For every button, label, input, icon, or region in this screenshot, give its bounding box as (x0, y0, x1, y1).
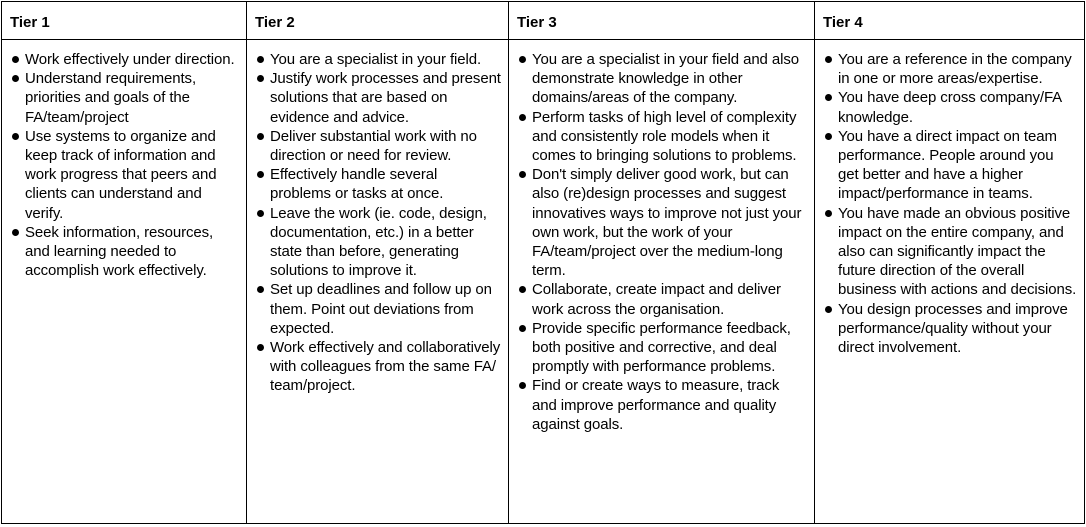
list-item: Set up deadlines and follow up on them. Point out deviations from expected. (255, 280, 502, 338)
tier-3-cell (509, 40, 815, 524)
list-item: You have made an obvious positive impact on the entire company, and also can significantly impact the future direction of the overall business with actions and decisions. (823, 204, 1078, 300)
list-item: Justify work processes and present solutions that are based on evidence and advice. (255, 69, 502, 127)
list-item: Find or create ways to measure, track and improve performance and quality against goals. (517, 376, 808, 434)
tier-table (1, 1, 1085, 524)
list-item: Work effectively under direction. (10, 50, 240, 69)
list-item: You are a specialist in your field and also demonstrate knowledge in other domains/areas of the company. (517, 50, 808, 108)
list-item: You have deep cross company/FA knowledge. (823, 88, 1078, 126)
list-item: Don't simply deliver good work, but can also (re)design processes and suggest innovatives ways to improve not just your own work, but the work of your FA/team/project over the medium-long term. (517, 165, 808, 280)
list-item: Work effectively and collaboratively with colleagues from the same FA/ team/project. (255, 338, 502, 396)
tier-1-list (10, 50, 240, 280)
tier-2-cell (247, 40, 509, 524)
list-item: You are a reference in the company in one or more areas/expertise. (823, 50, 1078, 88)
tier-3-list (517, 50, 808, 434)
list-item: Provide specific performance feedback, both positive and corrective, and deal promptly with performance problems. (517, 319, 808, 377)
tier-1-cell (2, 40, 247, 524)
list-item: You are a specialist in your field. (255, 50, 502, 69)
tier-1-header: Tier 1 (2, 2, 247, 40)
list-item: Use systems to organize and keep track of information and work progress that peers and clients can understand and verify. (10, 127, 240, 223)
list-item: Perform tasks of high level of complexity and consistently role models when it comes to bringing solutions to problems. (517, 108, 808, 166)
list-item: Seek information, resources, and learning needed to accomplish work effectively. (10, 223, 240, 281)
tier-2-header: Tier 2 (247, 2, 509, 40)
list-item: Understand requirements, priorities and goals of the FA/team/project (10, 69, 240, 127)
tier-4-list (823, 50, 1078, 357)
list-item: Leave the work (ie. code, design, documentation, etc.) in a better state than before, generating solutions to improve it. (255, 204, 502, 281)
tier-4-header: Tier 4 (815, 2, 1085, 40)
list-item: Effectively handle several problems or tasks at once. (255, 165, 502, 203)
list-item: Collaborate, create impact and deliver work across the organisation. (517, 280, 808, 318)
tier-2-list (255, 50, 502, 396)
list-item: You have a direct impact on team performance. People around you get better and have a higher impact/performance in teams. (823, 127, 1078, 204)
list-item: You design processes and improve performance/quality without your direct involvement. (823, 300, 1078, 358)
tier-4-cell (815, 40, 1085, 524)
tier-3-header: Tier 3 (509, 2, 815, 40)
header-row (2, 2, 1085, 40)
content-row (2, 40, 1085, 524)
list-item: Deliver substantial work with no direction or need for review. (255, 127, 502, 165)
